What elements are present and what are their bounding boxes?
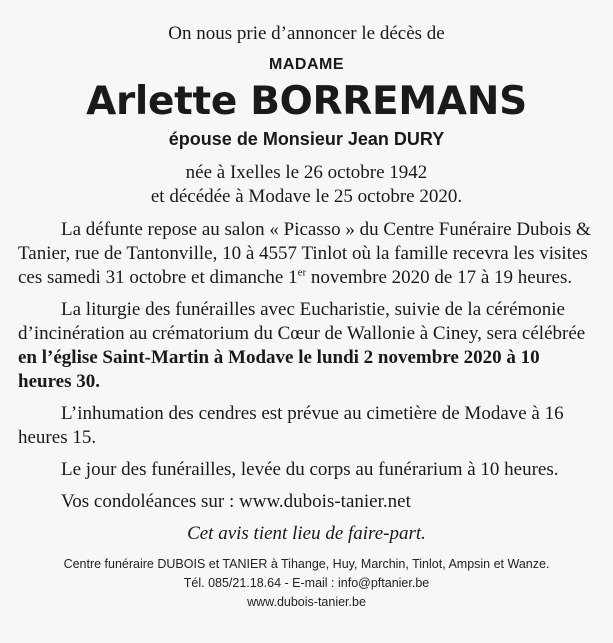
life-dates bbox=[18, 161, 595, 209]
visitation-text-part1: La défunte repose au salon « Picasso » du Centre Funéraire Dubois & Tanier, rue de Tantonville, 10 à 4557 Tinlot où la famille recevra les visites ces samedi 31 octobre et dimanche 1 bbox=[18, 219, 591, 288]
death-line: et décédée à Modave le 25 octobre 2020. bbox=[150, 186, 463, 207]
footer-locations: Centre funéraire DUBOIS et TANIER à Tihange, Huy, Marchin, Tinlot, Ampsin et Wanze. bbox=[63, 557, 550, 571]
deceased-name: Arlette BORREMANS bbox=[86, 79, 527, 124]
closing-statement: Cet avis tient lieu de faire-part. bbox=[187, 523, 426, 544]
paragraph-visitation bbox=[18, 218, 595, 290]
liturgy-location-date: en l’église Saint-Martin à Modave le lundi 2 novembre 2020 à 10 heures 30. bbox=[18, 347, 540, 392]
footer-website: www.dubois-tanier.be bbox=[247, 595, 366, 609]
ordinal-superscript: er bbox=[297, 266, 307, 279]
footer-contact: Tél. 085/21.18.64 - E-mail : info@pftanier.be bbox=[183, 576, 430, 590]
paragraph-burial: L’inhumation des cendres est prévue au cimetière de Modave à 16 heures 15. bbox=[18, 403, 564, 448]
intro-text: On nous prie d’annoncer le décès de bbox=[168, 23, 445, 44]
honorific-title: MADAME bbox=[269, 56, 344, 73]
visitation-text-part2: novembre 2020 de 17 à 19 heures. bbox=[306, 267, 573, 288]
liturgy-text: La liturgie des funérailles avec Eucharistie, suivie de la cérémonie d’incinération au crématorium du Cœur de Wallonie à Ciney, sera célébrée bbox=[18, 299, 586, 344]
paragraph-condolences: Vos condoléances sur : www.dubois-tanier.net bbox=[61, 491, 411, 512]
birth-line: née à Ixelles le 26 octobre 1942 bbox=[185, 162, 428, 183]
paragraph-funeral-day: Le jour des funérailles, levée du corps au funérarium à 10 heures. bbox=[61, 459, 559, 480]
paragraph-liturgy bbox=[18, 298, 595, 394]
spouse-line: épouse de Monsieur Jean DURY bbox=[168, 129, 445, 149]
funeral-home-footer bbox=[18, 555, 595, 612]
